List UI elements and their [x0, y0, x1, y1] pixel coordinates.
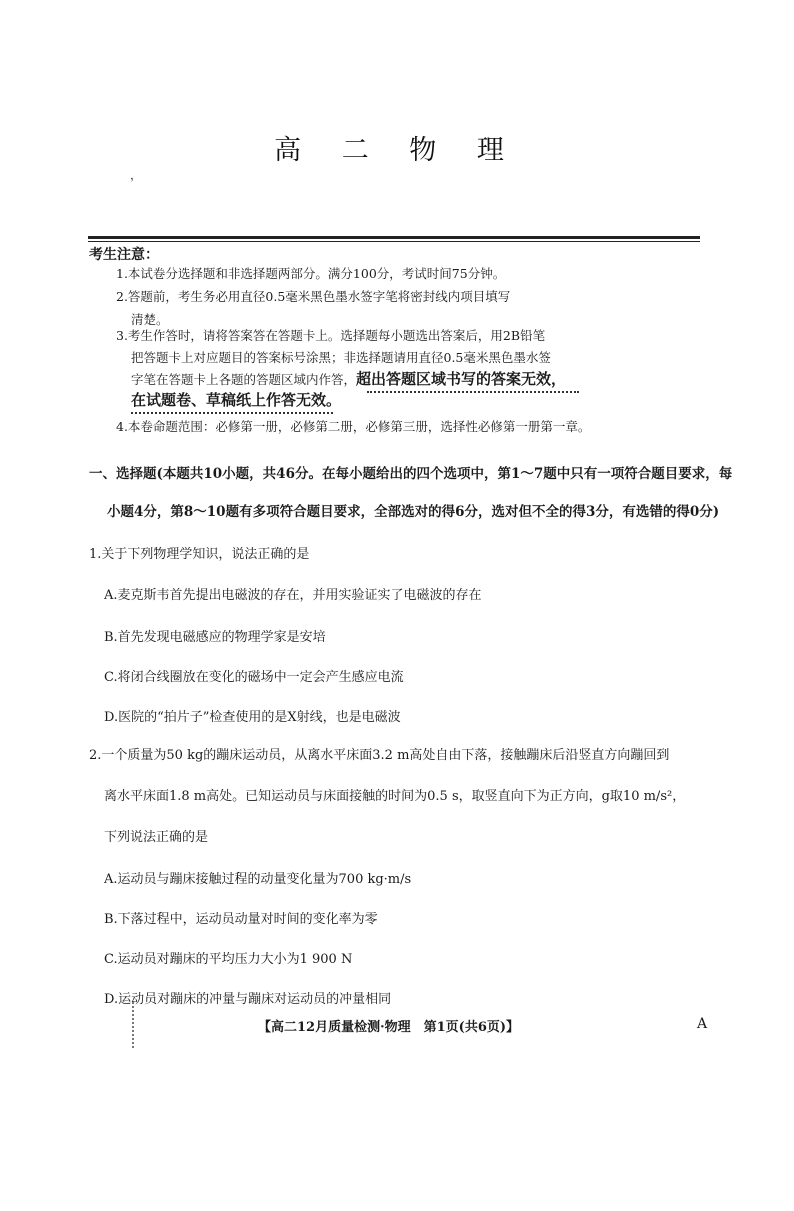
notice-item: [131, 368, 566, 391]
section-heading-cont: 小题4分，第8～10题有多项符合题目要求，全部选对的得6分，选对但不全的得3分，有选错的得0分): [107, 504, 720, 520]
notice-item: 把答题卡上对应题目的答案标号涂黑；非选择题请用直径0.5毫米黑色墨水签: [131, 350, 551, 365]
question-stem-cont: 离水平床面1.8 m高处。已知运动员与床面接触的时间为0.5 s，取竖直向下为正方向，g取10 m/s²，: [104, 789, 686, 804]
notice-item: 2.答题前，考生务必用直径0.5毫米黑色墨水签字笔将密封线内项目填写: [116, 289, 511, 304]
stray-mark: ，: [130, 168, 143, 182]
page-title: 高 二 物 理: [274, 135, 520, 166]
question-option: A.麦克斯韦首先提出电磁波的存在，并用实验证实了电磁波的存在: [104, 588, 482, 603]
section-heading: 一、选择题(本题共10小题，共46分。在每小题给出的四个选项中，第1～7题中只有一项符合题目要求，每: [89, 466, 733, 482]
notice-emphasis: 超出答题区域书写的答案无效，: [356, 370, 567, 388]
notice-item: 清楚。: [131, 312, 169, 327]
question-option: D.运动员对蹦床的冲量与蹦床对运动员的冲量相同: [104, 992, 392, 1007]
question-stem-cont: 下列说法正确的是: [104, 830, 209, 845]
question-stem: 2.一个质量为50 kg的蹦床运动员，从离水平床面3.2 m高处自由下落，接触蹦床后沿竖直方向蹦回到: [89, 748, 670, 763]
page-footer: 【高二12月质量检测·物理 第1页(共6页)】: [258, 1020, 520, 1035]
emphasis-dots: [131, 410, 333, 414]
notice-item: 3.考生作答时，请将答案答在答题卡上。选择题每小题选出答案后，用2B铅笔: [116, 328, 546, 343]
question-option: B.下落过程中，运动员动量对时间的变化率为零: [104, 912, 378, 927]
header-rule: [88, 236, 700, 242]
notice-emphasis: 在试题卷、草稿纸上作答无效。: [131, 391, 342, 409]
question-option: C.将闭合线圈放在变化的磁场中一定会产生感应电流: [104, 670, 404, 685]
question-option: B.首先发现电磁感应的物理学家是安培: [104, 630, 326, 645]
notice-heading: 考生注意：: [89, 247, 159, 263]
binding-dots: [132, 1002, 137, 1048]
question-option: A.运动员与蹦床接触过程的动量变化量为700 kg·m/s: [104, 872, 412, 887]
emphasis-dots: [367, 389, 579, 393]
question-option: D.医院的“拍片子”检查使用的是X射线，也是电磁波: [104, 710, 401, 725]
notice-item: 1.本试卷分选择题和非选择题两部分。满分100分，考试时间75分钟。: [116, 266, 506, 281]
notice-item: 4.本卷命题范围：必修第一册，必修第二册，必修第三册，选择性必修第一册第一章。: [116, 419, 591, 434]
notice-text: 字笔在答题卡上各题的答题区域内作答，: [131, 372, 357, 387]
question-stem: 1.关于下列物理学知识，说法正确的是: [89, 547, 310, 562]
question-option: C.运动员对蹦床的平均压力大小为1 900 N: [104, 952, 353, 967]
paper-version-mark: A: [697, 1016, 708, 1032]
